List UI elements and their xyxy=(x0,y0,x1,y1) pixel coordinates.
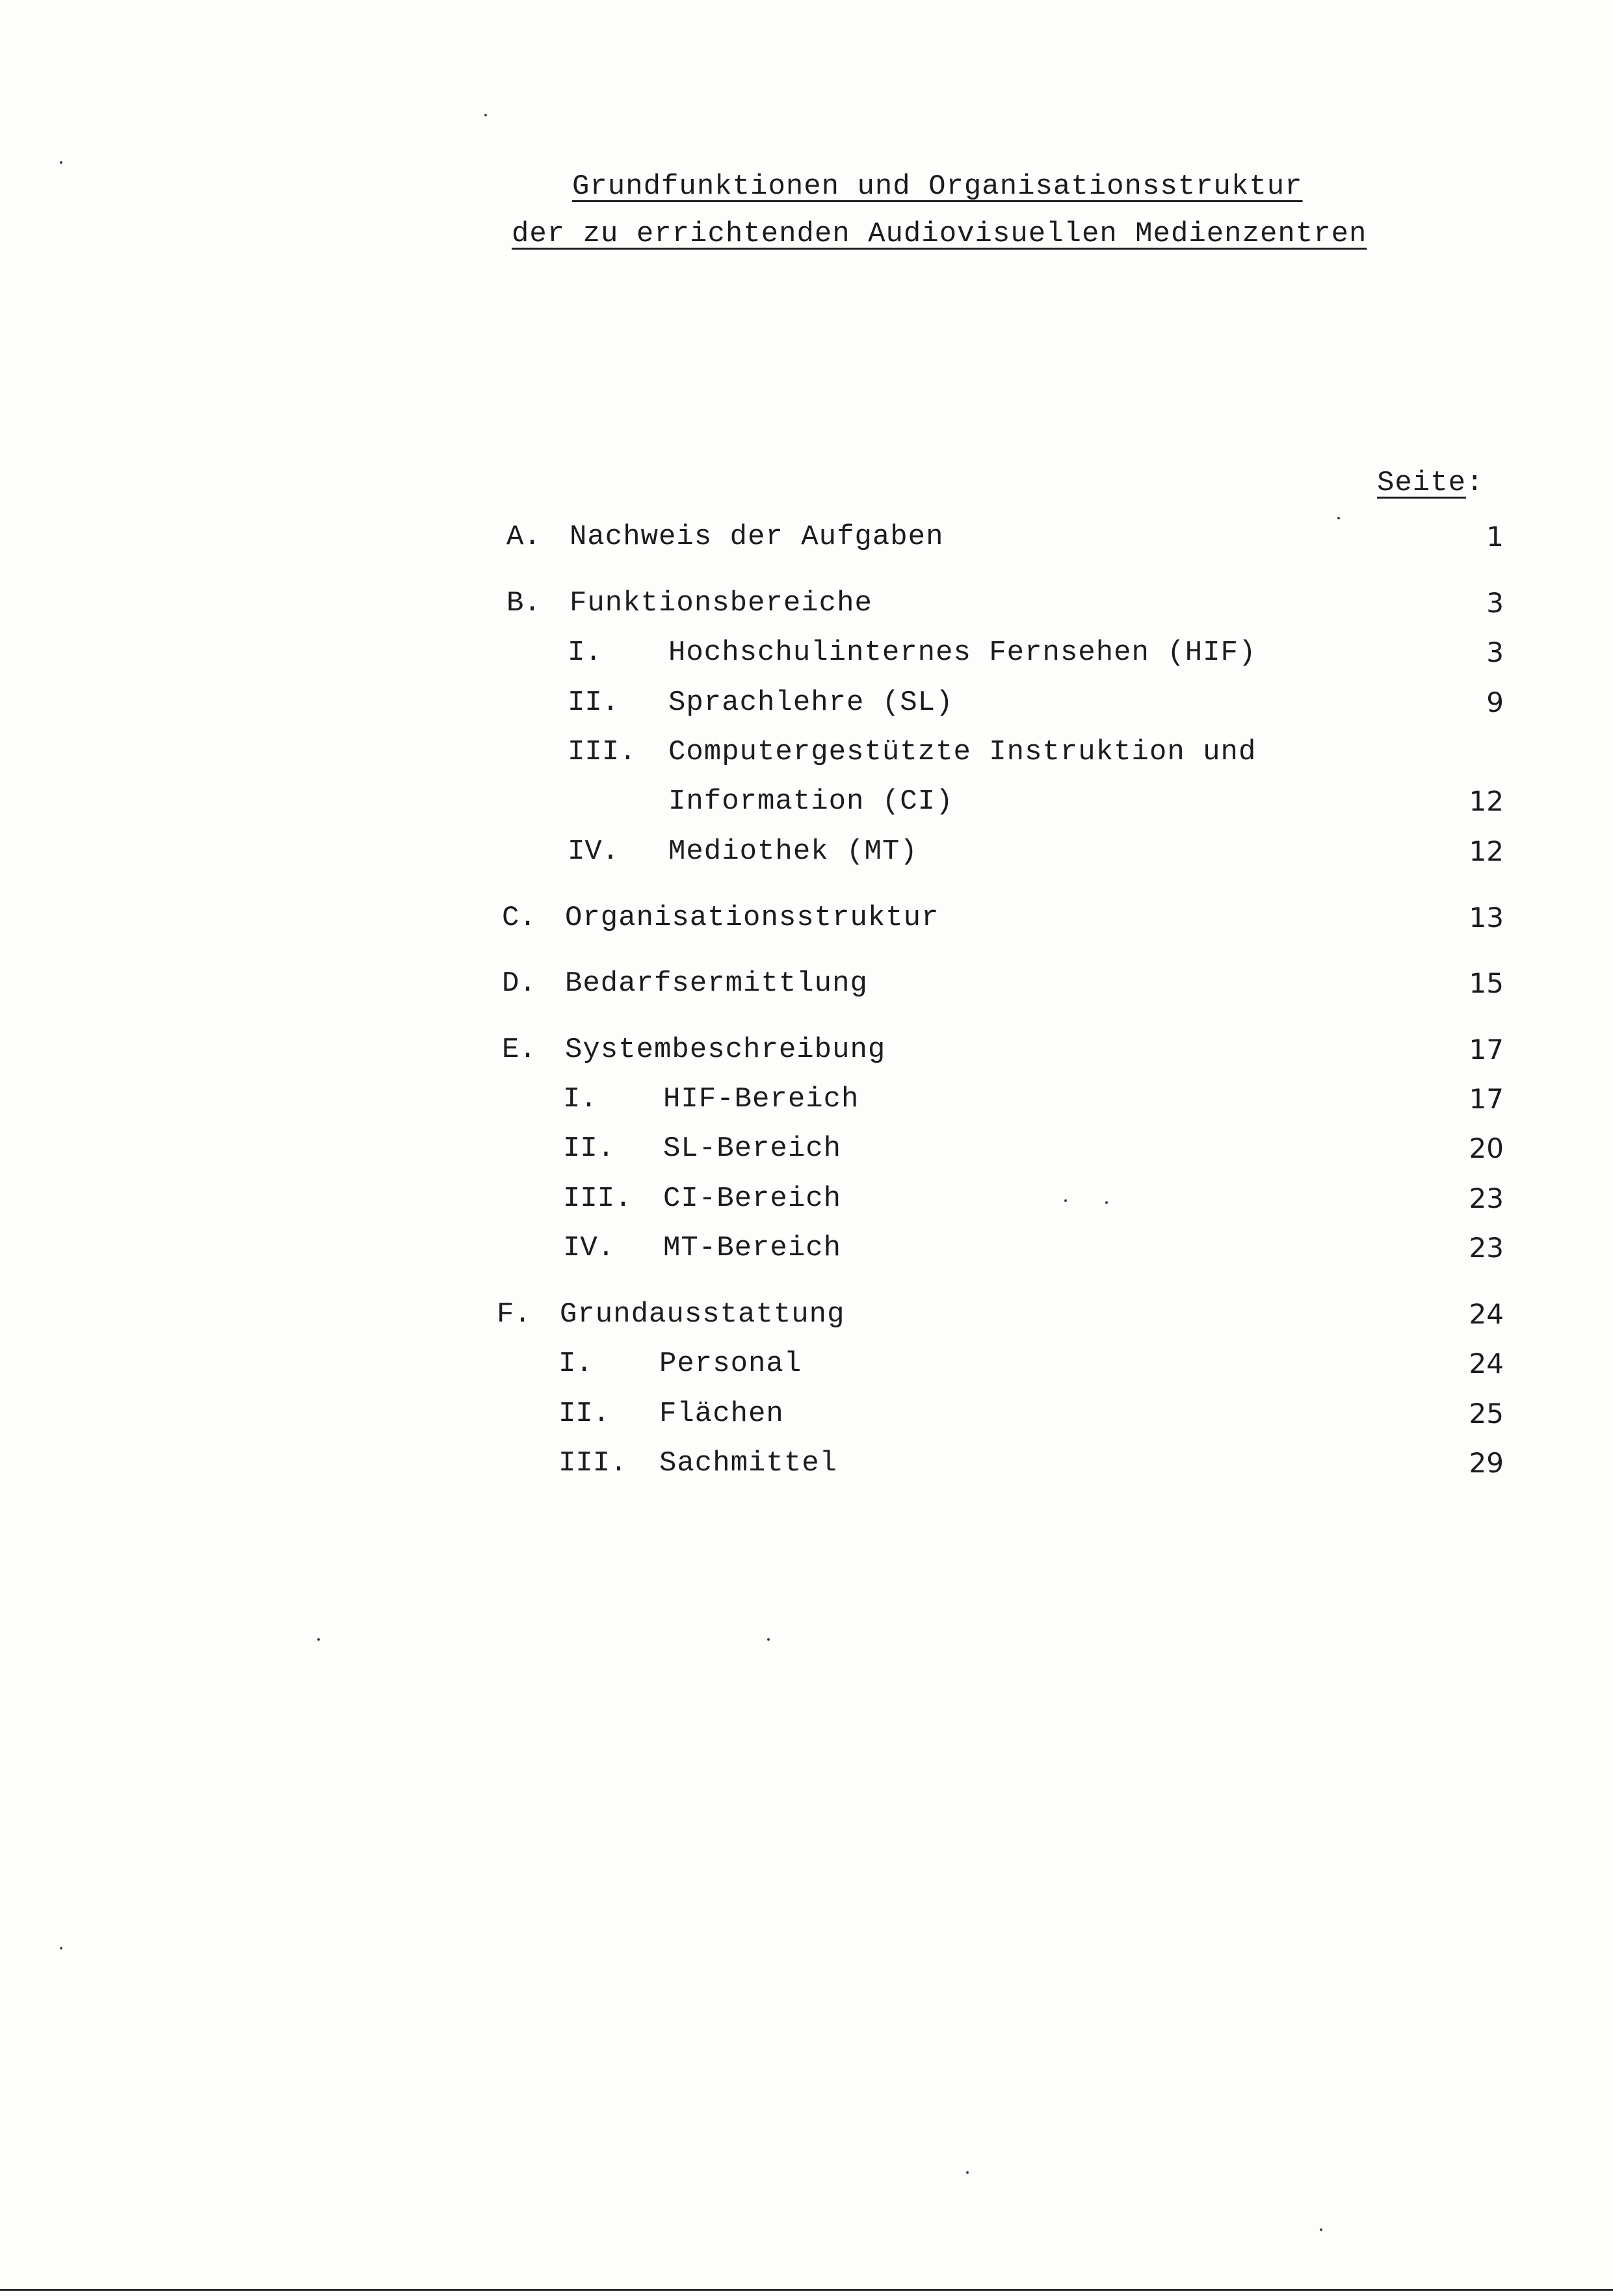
toc-entry-e-2 xyxy=(0,1132,1613,1171)
toc-marker: C. xyxy=(502,902,536,934)
toc-entry-c xyxy=(0,902,1613,941)
toc-entry-b-4 xyxy=(0,835,1613,874)
toc-label: HIF-Bereich xyxy=(663,1083,859,1115)
toc-label: Organisationsstruktur xyxy=(565,902,939,934)
toc-label: Personal xyxy=(659,1348,802,1380)
page-column-header-colon: : xyxy=(1466,467,1484,499)
toc-page-number: 24 xyxy=(1469,1348,1504,1379)
toc-page-number: 1 xyxy=(1486,521,1504,553)
toc-page-number: 15 xyxy=(1469,967,1504,999)
toc-label: CI-Bereich xyxy=(663,1182,842,1215)
scan-speck xyxy=(60,1947,62,1950)
toc-entry-d xyxy=(0,967,1613,1006)
toc-page-number: 13 xyxy=(1469,902,1504,933)
page-column-header xyxy=(1377,467,1484,499)
toc-entry-b-3 xyxy=(0,736,1613,775)
toc-entry-f-1 xyxy=(0,1348,1613,1387)
scan-speck xyxy=(1337,517,1340,519)
toc-page-number: 9 xyxy=(1486,686,1504,718)
toc-marker: D. xyxy=(502,967,536,1000)
toc-page-number: 12 xyxy=(1469,785,1504,817)
toc-label: SL-Bereich xyxy=(663,1132,842,1165)
toc-label: Funktionsbereiche xyxy=(570,587,872,620)
toc-entry-e-1 xyxy=(0,1083,1613,1122)
toc-label: Mediothek (MT) xyxy=(668,835,918,868)
toc-entry-e-3 xyxy=(0,1182,1613,1221)
toc-marker: II. xyxy=(568,686,620,719)
scan-speck xyxy=(1320,2228,1322,2231)
toc-entry-f-3 xyxy=(0,1447,1613,1486)
page-bottom-edge xyxy=(0,2289,1613,2291)
toc-entry-b xyxy=(0,587,1613,626)
toc-marker: IV. xyxy=(563,1232,615,1264)
toc-page-number: 24 xyxy=(1469,1298,1504,1330)
toc-entry-a xyxy=(0,521,1613,560)
scan-speck xyxy=(317,1638,320,1641)
toc-label: Bedarfsermittlung xyxy=(565,967,868,1000)
toc-marker: IV. xyxy=(568,835,620,868)
toc-marker: B. xyxy=(506,587,541,620)
scan-speck xyxy=(60,161,62,164)
toc-marker: II. xyxy=(563,1132,615,1165)
toc-label: Systembeschreibung xyxy=(565,1034,886,1066)
toc-page-number: 20 xyxy=(1469,1132,1504,1164)
toc-page-number: 25 xyxy=(1469,1398,1504,1429)
toc-label: MT-Bereich xyxy=(663,1232,842,1264)
toc-label: Sprachlehre (SL) xyxy=(668,686,954,719)
toc-marker: III. xyxy=(568,736,636,768)
toc-label: Flächen xyxy=(659,1398,784,1430)
toc-marker: I. xyxy=(563,1083,597,1115)
toc-page-number: 17 xyxy=(1469,1083,1504,1115)
toc-marker: A. xyxy=(506,521,541,553)
toc-page-number: 23 xyxy=(1469,1182,1504,1214)
document-title-line-2: der zu errichtenden Audiovisuellen Medienzentren xyxy=(512,218,1367,250)
toc-marker: II. xyxy=(558,1398,610,1430)
scan-speck xyxy=(1064,1199,1067,1202)
toc-label: Computergestützte Instruktion und xyxy=(668,736,1257,768)
toc-entry-e xyxy=(0,1034,1613,1073)
toc-entry-e-4 xyxy=(0,1232,1613,1271)
toc-entry-f xyxy=(0,1298,1613,1337)
toc-page-number: 3 xyxy=(1486,587,1504,619)
toc-entry-b-2 xyxy=(0,686,1613,725)
toc-label: Hochschulinternes Fernsehen (HIF) xyxy=(668,636,1257,669)
toc-page-number: 23 xyxy=(1469,1232,1504,1264)
toc-page-number: 12 xyxy=(1469,835,1504,867)
toc-entry-f-2 xyxy=(0,1398,1613,1437)
toc-entry-b-1 xyxy=(0,636,1613,675)
toc-label: Grundausstattung xyxy=(560,1298,845,1331)
toc-marker: I. xyxy=(558,1348,593,1380)
toc-entry-b-3-cont xyxy=(0,785,1613,824)
scan-speck xyxy=(1105,1201,1108,1204)
toc-page-number: 29 xyxy=(1469,1447,1504,1479)
toc-page-number: 17 xyxy=(1469,1034,1504,1065)
toc-marker: I. xyxy=(568,636,602,669)
toc-label: Information (CI) xyxy=(668,785,954,818)
scan-speck xyxy=(966,2171,969,2174)
toc-marker: F. xyxy=(497,1298,531,1331)
toc-marker: III. xyxy=(558,1447,627,1480)
toc-label: Nachweis der Aufgaben xyxy=(570,521,944,553)
toc-marker: III. xyxy=(563,1182,632,1215)
toc-label: Sachmittel xyxy=(659,1447,838,1480)
scan-speck xyxy=(484,114,487,116)
scan-speck xyxy=(767,1638,770,1641)
toc-page-number: 3 xyxy=(1486,636,1504,668)
document-title-line-1: Grundfunktionen und Organisationsstruktur xyxy=(572,170,1303,203)
page-column-header-label: Seite xyxy=(1377,467,1467,499)
toc-marker: E. xyxy=(502,1034,536,1066)
